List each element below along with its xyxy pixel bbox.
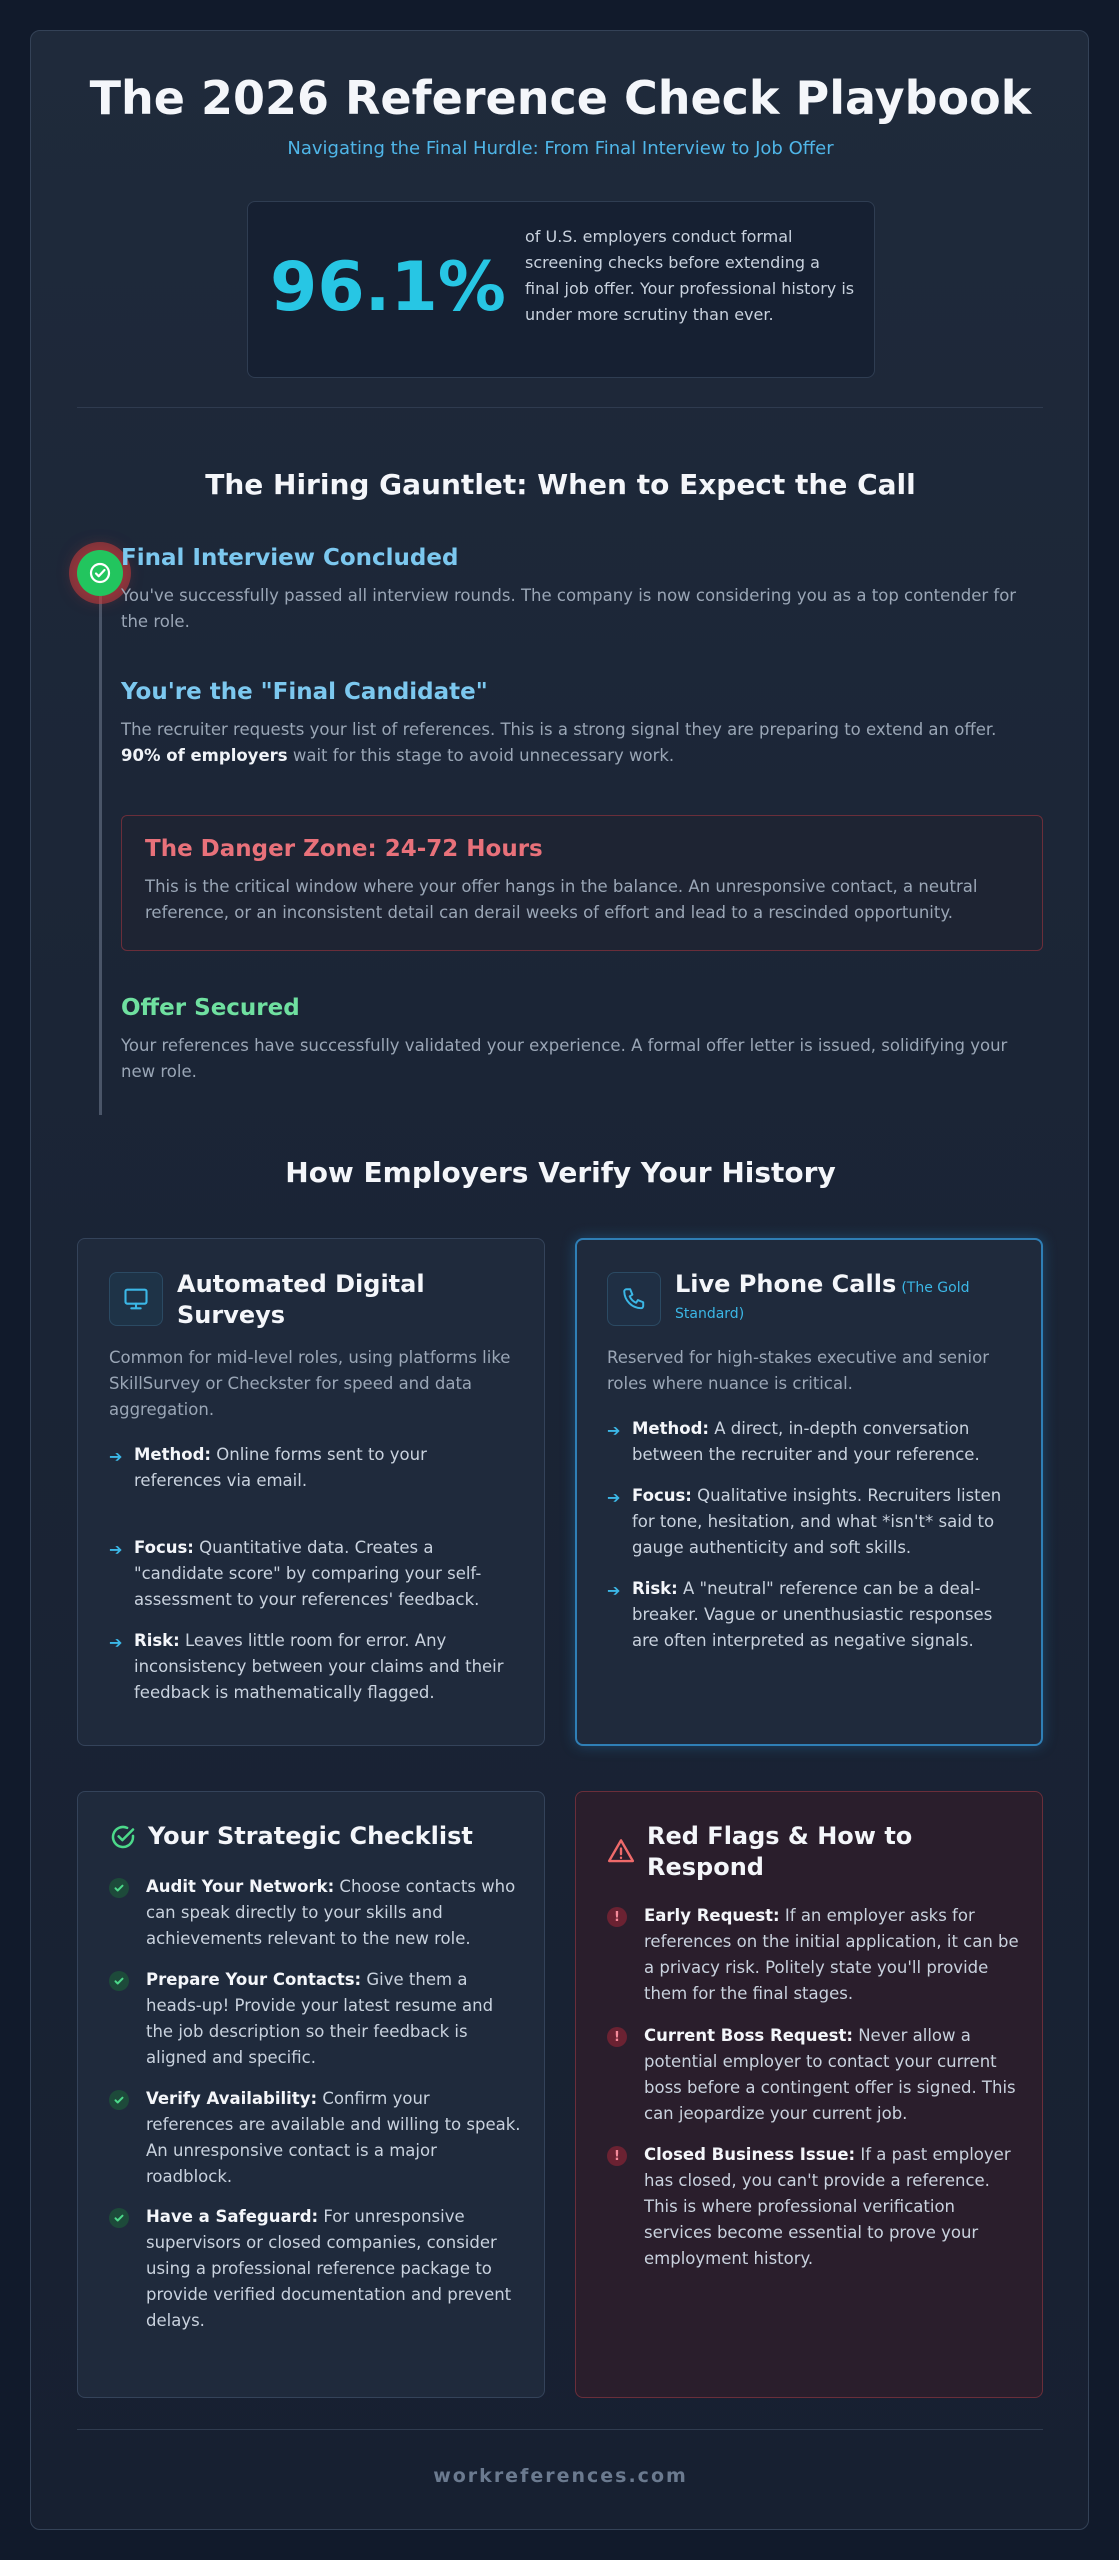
exclamation-icon: ! (607, 2146, 627, 2166)
checklist-item: Prepare Your Contacts: Give them a heads-up! Provide your latest resume and the job description so their feedback is aligned and specific. (146, 1970, 494, 2067)
timeline-step-desc: Your references have successfully validated your experience. A formal offer letter is issued, solidifying your new role. (121, 1036, 1008, 1081)
arrow-icon: ➔ (607, 1421, 621, 1440)
exclamation-icon: ! (607, 1907, 627, 1927)
red-flags-title: Red Flags & How to Respond (647, 1822, 913, 1881)
danger-zone-box (121, 815, 1043, 951)
arrow-icon: ➔ (607, 1581, 621, 1600)
arrow-icon: ➔ (109, 1540, 123, 1559)
surveys-item: Method: Online forms sent to your references via email. (134, 1445, 427, 1490)
playbook-card (30, 30, 1089, 2530)
checklist-item: Audit Your Network: Choose contacts who can speak directly to your skills and achievements relevant to the new role. (146, 1877, 516, 1948)
timeline-step-title: Final Interview Concluded (121, 545, 459, 571)
phone-calls-item: Focus: Qualitative insights. Recruiters listen for tone, hesitation, and what *isn't* said to gauge authenticity and soft skills. (632, 1486, 1002, 1557)
arrow-icon: ➔ (607, 1488, 621, 1507)
page-subtitle: Navigating the Final Hurdle: From Final Interview to Job Offer (287, 138, 834, 159)
check-circle-icon (108, 1822, 138, 1856)
check-icon (109, 1878, 129, 1898)
red-flag-item: Early Request: If an employer asks for references on the initial application, it can be a privacy risk. Politely state you'll provide them for the final stages. (644, 1906, 1019, 2003)
stat-box (247, 201, 875, 378)
red-flags-card (575, 1791, 1043, 2398)
timeline-line (99, 563, 102, 1115)
checklist-card (77, 1791, 545, 2398)
check-circle-icon (77, 550, 123, 596)
gold-standard-tag: (The Gold Standard) (675, 1280, 970, 1322)
page-title: The 2026 Reference Check Playbook (89, 71, 1032, 125)
arrow-icon: ➔ (109, 1633, 123, 1652)
phone-calls-item: Method: A direct, in-depth conversation between the recruiter and your reference. (632, 1419, 980, 1464)
checklist-item: Verify Availability: Confirm your references are available and willing to speak. An unresponsive contact is a major roadblock. (146, 2089, 521, 2186)
phone-calls-card (575, 1238, 1043, 1746)
stat-value: 96.1% (270, 248, 506, 327)
checklist-item: Have a Safeguard: For unresponsive supervisors or closed companies, consider using a professional reference package to provide verified documentation and prevent delays. (146, 2207, 512, 2330)
footer-divider (77, 2429, 1043, 2430)
surveys-item: Focus: Quantitative data. Creates a "candidate score" by comparing your self-assessment to your references' feedback. (134, 1538, 482, 1609)
red-flag-item: Closed Business Issue: If a past employer has closed, you can't provide a reference. This is where professional verification services become essential to prove your employment history. (644, 2145, 1011, 2268)
surveys-card (77, 1238, 545, 1746)
footer-link[interactable]: workreferences.com (433, 2465, 688, 2487)
danger-zone-title: The Danger Zone: 24-72 Hours (145, 836, 543, 862)
verify-heading: How Employers Verify Your History (285, 1156, 836, 1189)
surveys-title: Automated Digital Surveys (177, 1270, 425, 1329)
checklist-title: Your Strategic Checklist (148, 1822, 473, 1850)
timeline-heading: The Hiring Gauntlet: When to Expect the Call (205, 468, 916, 501)
timeline-step-title: Offer Secured (121, 995, 300, 1021)
danger-zone-desc: This is the critical window where your offer hangs in the balance. An unresponsive contact, a neutral reference, or an inconsistent detail can derail weeks of effort and lead to a rescinded opportunity. (145, 877, 978, 922)
red-flag-item: Current Boss Request: Never allow a potential employer to contact your current boss before a contingent offer is signed. This can jeopardize your current job. (644, 2026, 1016, 2123)
check-icon (109, 1971, 129, 1991)
surveys-intro: Common for mid-level roles, using platforms like SkillSurvey or Checkster for speed and data aggregation. (109, 1348, 511, 1419)
check-icon (109, 2090, 129, 2110)
stat-text: of U.S. employers conduct formal screening checks before extending a final job offer. Your professional history is under more scrutiny than ever. (525, 227, 855, 324)
check-icon (109, 2208, 129, 2228)
timeline-step-desc: You've successfully passed all interview rounds. The company is now considering you as a top contender for the role. (121, 586, 1017, 631)
divider (77, 407, 1043, 408)
phone-icon (607, 1272, 661, 1326)
phone-calls-intro: Reserved for high-stakes executive and senior roles where nuance is critical. (607, 1348, 990, 1393)
phone-calls-title: Live Phone Calls (675, 1270, 897, 1298)
timeline-step-desc: The recruiter requests your list of references. This is a strong signal they are preparing to extend an offer. 90% of employers wait for this stage to avoid unnecessary work. (121, 720, 997, 765)
warning-triangle-icon (606, 1836, 636, 1870)
monitor-icon (109, 1272, 163, 1326)
surveys-item: Risk: Leaves little room for error. Any inconsistency between your claims and their feedback is mathematically flagged. (134, 1631, 504, 1702)
timeline-step-title: You're the "Final Candidate" (121, 679, 488, 705)
arrow-icon: ➔ (109, 1447, 123, 1466)
phone-calls-title-row (675, 1269, 1025, 1327)
exclamation-icon: ! (607, 2027, 627, 2047)
phone-calls-item: Risk: A "neutral" reference can be a deal-breaker. Vague or unenthusiastic responses are often interpreted as negative signals. (632, 1579, 993, 1650)
